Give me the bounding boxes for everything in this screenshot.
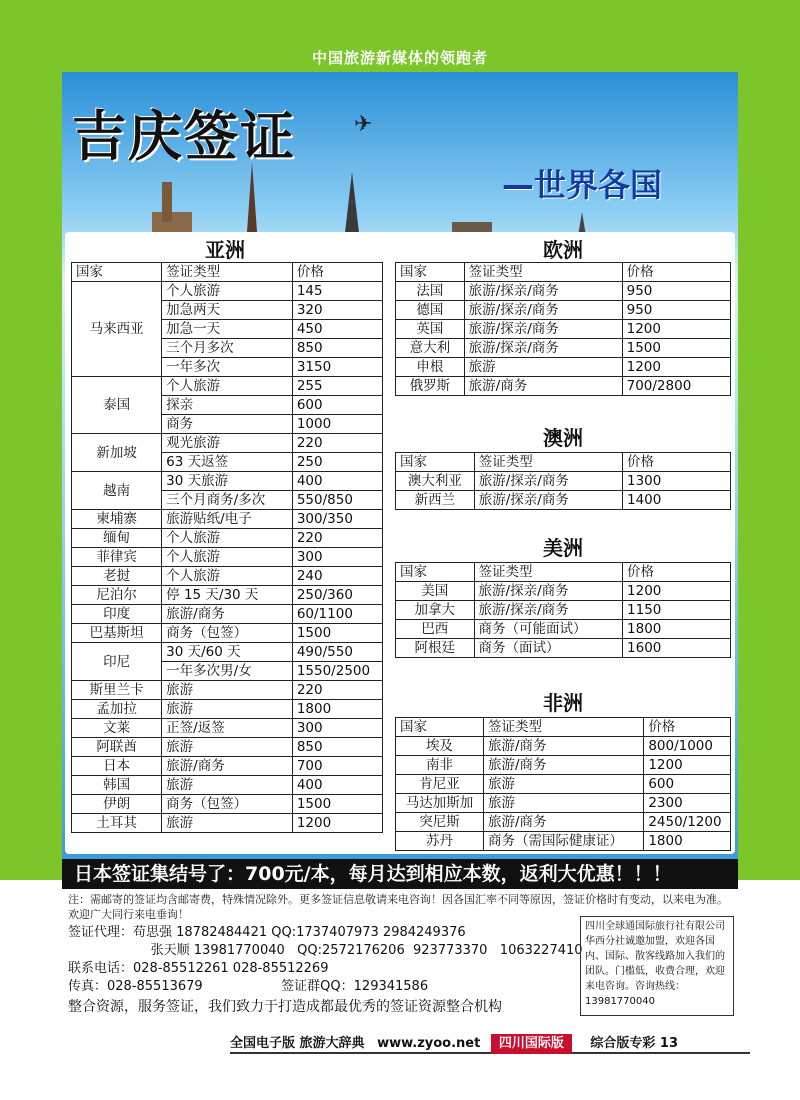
- price-panel: [65, 232, 735, 854]
- country-cell: 马来西亚: [72, 282, 162, 377]
- price-cell: 1500: [292, 795, 382, 814]
- table-row: [72, 377, 383, 396]
- header-cell: 签证类型: [483, 718, 643, 737]
- table-row: [72, 567, 383, 586]
- country-cell: 日本: [72, 757, 162, 776]
- table-row: [72, 586, 383, 605]
- header-cell: 签证类型: [464, 263, 622, 282]
- header-slogan: 中国旅游新媒体的领跑者: [311, 49, 488, 67]
- visa-type-cell: 旅游/商务: [483, 756, 643, 775]
- table-row: [396, 301, 731, 320]
- poster: [62, 72, 738, 868]
- country-cell: 南非: [396, 756, 484, 775]
- country-cell: 新西兰: [396, 491, 475, 510]
- visa-type-cell: 旅游/商务: [464, 377, 622, 396]
- country-cell: 老挝: [72, 567, 162, 586]
- country-cell: 英国: [396, 320, 465, 339]
- footer-url[interactable]: www.zyoo.net: [377, 1036, 481, 1051]
- price-cell: 800/1000: [644, 737, 731, 756]
- visa-type-cell: 旅游/探亲/商务: [464, 320, 622, 339]
- price-cell: 1500: [292, 624, 382, 643]
- table-row: [396, 472, 731, 491]
- footer-bar: [230, 1032, 750, 1054]
- country-cell: 苏丹: [396, 832, 484, 851]
- table-row: [72, 529, 383, 548]
- price-cell: 145: [292, 282, 382, 301]
- visa-type-cell: 正签/返签: [162, 719, 293, 738]
- country-cell: 意大利: [396, 339, 465, 358]
- visa-type-cell: 三个月多次: [162, 339, 293, 358]
- price-cell: 600: [644, 775, 731, 794]
- table-row: [396, 832, 731, 851]
- price-cell: 1500: [622, 339, 730, 358]
- agent-line: 张天顺 13981770040 QQ:2572176206 923773370 1063227410: [68, 943, 583, 958]
- country-cell: 印尼: [72, 643, 162, 681]
- table-row: [72, 719, 383, 738]
- price-cell: 1800: [644, 832, 731, 851]
- visa-type-cell: 商务: [162, 415, 293, 434]
- visa-type-cell: 三个月商务/多次: [162, 491, 293, 510]
- visa-type-cell: 观光旅游: [162, 434, 293, 453]
- franchise-ad: 四川全球通国际旅行社有限公司华西分社诚邀加盟，欢迎各国内、国际、散客线路加入我们的团队。门槛低，收费合理，欢迎来电咨询。咨询热线：13981770040: [580, 916, 734, 1016]
- table-row: [396, 794, 731, 813]
- price-cell: 1200: [623, 582, 731, 601]
- agent-line: 签证代理：苟思强 18782484421 QQ:1737407973 2984249376: [68, 925, 466, 940]
- price-cell: 400: [292, 776, 382, 795]
- price-cell: 300: [292, 719, 382, 738]
- visa-type-cell: 30 天旅游: [162, 472, 293, 491]
- price-cell: 1000: [292, 415, 382, 434]
- country-cell: 埃及: [396, 737, 484, 756]
- country-cell: 巴西: [396, 620, 475, 639]
- price-cell: 1550/2500: [292, 662, 382, 681]
- header-cell: 签证类型: [474, 563, 622, 582]
- visa-type-cell: 停 15 天/30 天: [162, 586, 293, 605]
- visa-type-cell: 商务（包签）: [162, 795, 293, 814]
- price-cell: 850: [292, 738, 382, 757]
- table-row: [72, 510, 383, 529]
- europe-table: [395, 262, 731, 396]
- price-cell: 450: [292, 320, 382, 339]
- visa-type-cell: 个人旅游: [162, 529, 293, 548]
- visa-type-cell: 商务（面试）: [474, 639, 622, 658]
- visa-type-cell: 旅游: [483, 775, 643, 794]
- price-cell: 850: [292, 339, 382, 358]
- table-row: [72, 795, 383, 814]
- country-cell: 缅甸: [72, 529, 162, 548]
- table-row: [72, 757, 383, 776]
- price-cell: 950: [622, 282, 730, 301]
- page-title: 吉庆签证: [72, 105, 296, 168]
- header-cell: 国家: [396, 563, 475, 582]
- price-cell: 490/550: [292, 643, 382, 662]
- visa-type-cell: 一年多次男/女: [162, 662, 293, 681]
- country-cell: 斯里兰卡: [72, 681, 162, 700]
- visa-type-cell: 旅游贴纸/电子: [162, 510, 293, 529]
- footer-tag: 四川国际版: [491, 1034, 572, 1054]
- price-cell: 400: [292, 472, 382, 491]
- price-cell: 240: [292, 567, 382, 586]
- price-cell: 550/850: [292, 491, 382, 510]
- price-cell: 250/360: [292, 586, 382, 605]
- contact-section: [62, 890, 738, 1022]
- table-row: [396, 737, 731, 756]
- price-cell: 700: [292, 757, 382, 776]
- table-row: [396, 358, 731, 377]
- africa-heading: 非洲: [543, 691, 583, 715]
- price-cell: 1200: [644, 756, 731, 775]
- visa-type-cell: 旅游: [483, 794, 643, 813]
- table-row: [396, 491, 731, 510]
- price-cell: 250: [292, 453, 382, 472]
- price-cell: 1800: [623, 620, 731, 639]
- country-cell: 新加坡: [72, 434, 162, 472]
- price-cell: 300/350: [292, 510, 382, 529]
- table-row: [396, 320, 731, 339]
- header-cell: 国家: [396, 263, 465, 282]
- price-cell: 1400: [622, 491, 730, 510]
- country-cell: 申根: [396, 358, 465, 377]
- visa-type-cell: 63 天返签: [162, 453, 293, 472]
- header-cell: 国家: [396, 718, 484, 737]
- visa-type-cell: 旅游: [162, 776, 293, 795]
- table-row: [396, 582, 731, 601]
- table-row: [72, 738, 383, 757]
- visa-type-cell: 个人旅游: [162, 282, 293, 301]
- table-row: [72, 700, 383, 719]
- oceania-table: [395, 452, 731, 510]
- visa-type-cell: 加急两天: [162, 301, 293, 320]
- table-header-row: [396, 263, 731, 282]
- country-cell: 泰国: [72, 377, 162, 434]
- country-cell: 孟加拉: [72, 700, 162, 719]
- visa-type-cell: 旅游/探亲/商务: [474, 582, 622, 601]
- visa-type-cell: 旅游/商务: [162, 605, 293, 624]
- airplane-icon: ✈: [354, 112, 373, 137]
- visa-type-cell: 旅游/商务: [483, 737, 643, 756]
- table-row: [72, 548, 383, 567]
- price-cell: 300: [292, 548, 382, 567]
- visa-type-cell: 探亲: [162, 396, 293, 415]
- price-cell: 1300: [622, 472, 730, 491]
- fax-line: 传真：028-85513679 签证群QQ：129341586: [68, 979, 429, 994]
- country-cell: 菲律宾: [72, 548, 162, 567]
- country-cell: 韩国: [72, 776, 162, 795]
- table-row: [396, 775, 731, 794]
- service-slogan: 整合资源，服务签证，我们致力于打造成都最优秀的签证资源整合机构: [68, 999, 502, 1015]
- table-row: [72, 643, 383, 662]
- americas-table: [395, 562, 731, 658]
- country-cell: 文莱: [72, 719, 162, 738]
- price-cell: 1200: [292, 814, 382, 833]
- price-cell: 320: [292, 301, 382, 320]
- table-header-row: [396, 718, 731, 737]
- asia-table: [71, 262, 383, 833]
- price-cell: 60/1100: [292, 605, 382, 624]
- visa-type-cell: 商务（可能面试）: [474, 620, 622, 639]
- country-cell: 法国: [396, 282, 465, 301]
- country-cell: 伊朗: [72, 795, 162, 814]
- table-row: [396, 813, 731, 832]
- visa-type-cell: 个人旅游: [162, 377, 293, 396]
- visa-type-cell: 旅游/探亲/商务: [474, 491, 622, 510]
- country-cell: 加拿大: [396, 601, 475, 620]
- table-row: [72, 282, 383, 301]
- footer-page: 综合版专彩 13: [590, 1036, 679, 1051]
- header-cell: 价格: [292, 263, 382, 282]
- visa-type-cell: 旅游/探亲/商务: [464, 301, 622, 320]
- price-cell: 1600: [623, 639, 731, 658]
- visa-type-cell: 旅游: [162, 681, 293, 700]
- header-cell: 签证类型: [162, 263, 293, 282]
- country-cell: 阿联酋: [72, 738, 162, 757]
- table-row: [396, 377, 731, 396]
- country-cell: 德国: [396, 301, 465, 320]
- country-cell: 越南: [72, 472, 162, 510]
- country-cell: 尼泊尔: [72, 586, 162, 605]
- price-cell: 220: [292, 434, 382, 453]
- price-cell: 2300: [644, 794, 731, 813]
- table-row: [396, 639, 731, 658]
- table-row: [396, 620, 731, 639]
- price-cell: 950: [622, 301, 730, 320]
- header-cell: 签证类型: [474, 453, 622, 472]
- table-row: [396, 339, 731, 358]
- notice-text: 注：需邮寄的签证均含邮寄费，特殊情况除外。更多签证信息敬请来电咨询！因各国汇率不同等原因，签证价格时有变动，以来电为准。欢迎广大同行来电垂询！: [68, 893, 728, 921]
- price-cell: 3150: [292, 358, 382, 377]
- visa-type-cell: 旅游/探亲/商务: [464, 282, 622, 301]
- visa-type-cell: 旅游/探亲/商务: [464, 339, 622, 358]
- asia-heading: 亚洲: [205, 238, 245, 262]
- country-cell: 土耳其: [72, 814, 162, 833]
- visa-type-cell: 旅游/商务: [162, 757, 293, 776]
- americas-heading: 美洲: [543, 536, 583, 560]
- price-cell: 2450/1200: [644, 813, 731, 832]
- visa-type-cell: 商务（包签）: [162, 624, 293, 643]
- table-row: [72, 605, 383, 624]
- table-header-row: [396, 453, 731, 472]
- africa-table: [395, 717, 731, 851]
- visa-type-cell: 旅游/商务: [483, 813, 643, 832]
- promo-banner: 日本签证集结号了：700元/本，每月达到相应本数，返利大优惠！！！: [62, 859, 738, 889]
- visa-type-cell: 旅游/探亲/商务: [474, 601, 622, 620]
- price-cell: 1150: [623, 601, 731, 620]
- visa-type-cell: 30 天/60 天: [162, 643, 293, 662]
- country-cell: 突尼斯: [396, 813, 484, 832]
- price-cell: 255: [292, 377, 382, 396]
- country-cell: 阿根廷: [396, 639, 475, 658]
- europe-heading: 欧洲: [543, 238, 583, 262]
- table-row: [396, 756, 731, 775]
- country-cell: 肯尼亚: [396, 775, 484, 794]
- header-cell: 价格: [622, 453, 730, 472]
- page-subtitle: —世界各国: [502, 166, 663, 204]
- visa-type-cell: 商务（需国际健康证）: [483, 832, 643, 851]
- visa-type-cell: 一年多次: [162, 358, 293, 377]
- phone-line: 联系电话：028-85512261 028-85512269: [68, 961, 329, 976]
- header-cell: 价格: [623, 563, 731, 582]
- visa-type-cell: 旅游: [162, 700, 293, 719]
- header-cell: 价格: [622, 263, 730, 282]
- header-cell: 国家: [396, 453, 475, 472]
- price-cell: 600: [292, 396, 382, 415]
- visa-type-cell: 旅游: [464, 358, 622, 377]
- table-row: [396, 282, 731, 301]
- footer-left: 全国电子版 旅游大辞典: [230, 1036, 365, 1051]
- country-cell: 马达加斯加: [396, 794, 484, 813]
- table-row: [72, 434, 383, 453]
- price-cell: 220: [292, 681, 382, 700]
- table-row: [396, 601, 731, 620]
- header-cell: 价格: [644, 718, 731, 737]
- country-cell: 柬埔寨: [72, 510, 162, 529]
- price-cell: 700/2800: [622, 377, 730, 396]
- table-row: [72, 472, 383, 491]
- price-cell: 220: [292, 529, 382, 548]
- price-cell: 1800: [292, 700, 382, 719]
- table-header-row: [72, 263, 383, 282]
- table-row: [72, 814, 383, 833]
- country-cell: 印度: [72, 605, 162, 624]
- oceania-heading: 澳洲: [543, 426, 583, 450]
- price-cell: 1200: [622, 320, 730, 339]
- visa-type-cell: 个人旅游: [162, 548, 293, 567]
- country-cell: 俄罗斯: [396, 377, 465, 396]
- table-row: [72, 776, 383, 795]
- table-row: [72, 624, 383, 643]
- header-cell: 国家: [72, 263, 162, 282]
- visa-type-cell: 加急一天: [162, 320, 293, 339]
- country-cell: 巴基斯坦: [72, 624, 162, 643]
- visa-type-cell: 个人旅游: [162, 567, 293, 586]
- country-cell: 美国: [396, 582, 475, 601]
- visa-type-cell: 旅游: [162, 814, 293, 833]
- table-header-row: [396, 563, 731, 582]
- price-cell: 1200: [622, 358, 730, 377]
- table-row: [72, 681, 383, 700]
- visa-type-cell: 旅游: [162, 738, 293, 757]
- visa-type-cell: 旅游/探亲/商务: [474, 472, 622, 491]
- country-cell: 澳大利亚: [396, 472, 475, 491]
